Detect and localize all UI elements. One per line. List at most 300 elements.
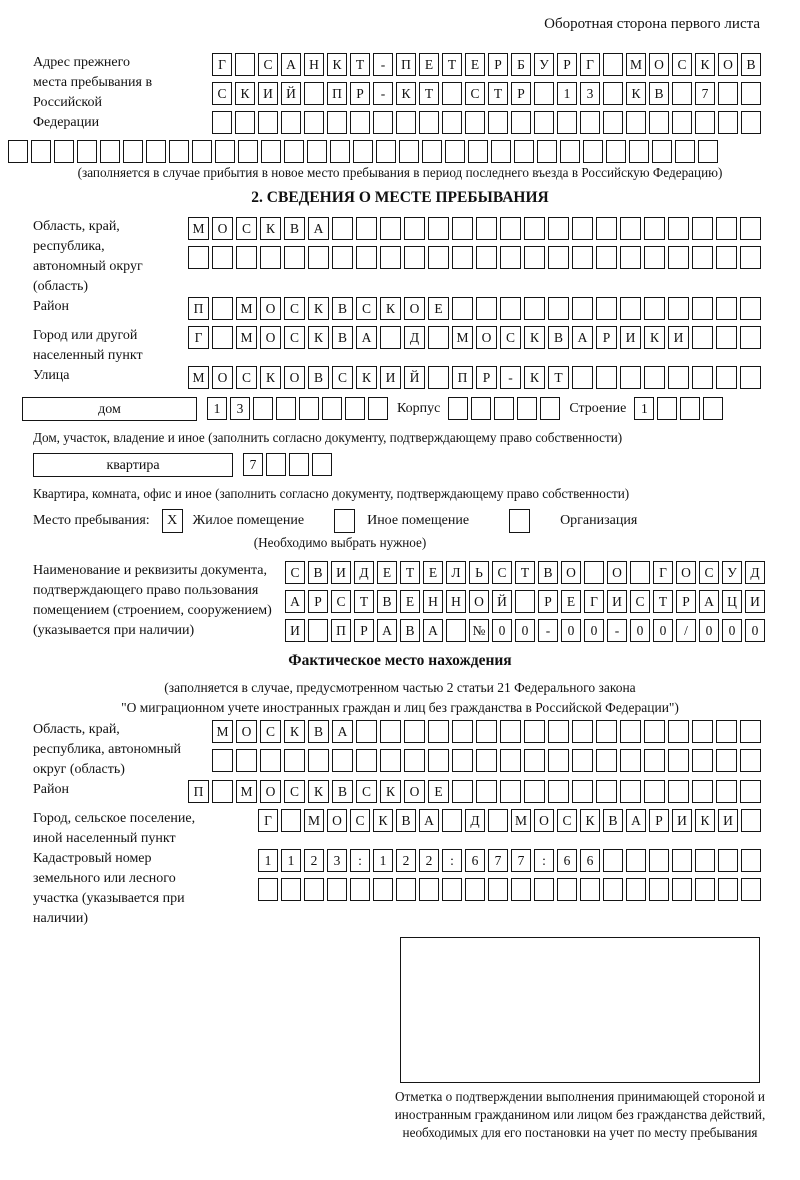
char-cell[interactable]: С [557, 809, 577, 832]
char-cell[interactable]: - [538, 619, 558, 642]
char-cell[interactable] [716, 297, 737, 320]
char-cell[interactable] [258, 111, 278, 134]
char-cell[interactable]: Т [400, 561, 420, 584]
char-cell[interactable] [511, 111, 531, 134]
char-cell[interactable]: М [188, 217, 209, 240]
char-cell[interactable] [373, 111, 393, 134]
char-cell[interactable]: Д [354, 561, 374, 584]
char-cell[interactable] [404, 246, 425, 269]
char-cell[interactable]: Н [423, 590, 443, 613]
char-cell[interactable]: 0 [515, 619, 535, 642]
char-cell[interactable]: О [469, 590, 489, 613]
char-cell[interactable]: С [260, 720, 281, 743]
char-cell[interactable]: Ь [469, 561, 489, 584]
char-cell[interactable]: О [534, 809, 554, 832]
char-cell[interactable]: Р [649, 809, 669, 832]
char-cell[interactable]: К [327, 53, 347, 76]
char-cell[interactable] [350, 878, 370, 901]
char-cell[interactable]: В [396, 809, 416, 832]
char-cell[interactable]: А [423, 619, 443, 642]
char-cell[interactable]: О [676, 561, 696, 584]
char-cell[interactable] [308, 749, 329, 772]
char-cell[interactable]: И [607, 590, 627, 613]
char-cell[interactable]: К [260, 366, 281, 389]
char-cell[interactable] [740, 780, 761, 803]
char-cell[interactable] [668, 246, 689, 269]
char-cell[interactable] [668, 366, 689, 389]
char-cell[interactable] [368, 397, 388, 420]
char-cell[interactable]: Р [308, 590, 328, 613]
char-cell[interactable]: Т [350, 53, 370, 76]
char-cell[interactable]: М [511, 809, 531, 832]
char-cell[interactable]: С [212, 82, 232, 105]
char-cell[interactable] [500, 246, 521, 269]
char-cell[interactable] [428, 246, 449, 269]
char-cell[interactable] [716, 326, 737, 349]
char-cell[interactable] [123, 140, 143, 163]
char-cell[interactable]: М [236, 297, 257, 320]
char-cell[interactable]: А [419, 809, 439, 832]
char-cell[interactable]: Е [419, 53, 439, 76]
char-cell[interactable]: В [308, 366, 329, 389]
char-cell[interactable]: А [377, 619, 397, 642]
char-cell[interactable] [560, 140, 580, 163]
char-cell[interactable] [548, 217, 569, 240]
char-cell[interactable]: И [258, 82, 278, 105]
char-cell[interactable]: М [212, 720, 233, 743]
char-cell[interactable]: 2 [419, 849, 439, 872]
char-cell[interactable] [596, 366, 617, 389]
char-cell[interactable] [491, 140, 511, 163]
char-cell[interactable]: С [356, 297, 377, 320]
char-cell[interactable] [422, 140, 442, 163]
char-cell[interactable] [644, 217, 665, 240]
char-cell[interactable]: М [626, 53, 646, 76]
char-cell[interactable] [304, 111, 324, 134]
char-cell[interactable] [332, 749, 353, 772]
char-cell[interactable] [452, 720, 473, 743]
char-cell[interactable] [524, 297, 545, 320]
char-cell[interactable]: О [212, 217, 233, 240]
char-cell[interactable] [630, 561, 650, 584]
char-cell[interactable] [741, 878, 761, 901]
char-cell[interactable] [534, 878, 554, 901]
char-cell[interactable]: 3 [327, 849, 347, 872]
char-cell[interactable]: 3 [230, 397, 250, 420]
char-cell[interactable]: К [373, 809, 393, 832]
char-cell[interactable]: Й [492, 590, 512, 613]
char-cell[interactable] [476, 749, 497, 772]
char-cell[interactable] [442, 809, 462, 832]
char-cell[interactable]: Г [584, 590, 604, 613]
char-cell[interactable]: - [500, 366, 521, 389]
char-cell[interactable] [740, 297, 761, 320]
char-cell[interactable] [146, 140, 166, 163]
char-cell[interactable] [740, 246, 761, 269]
char-cell[interactable]: 0 [561, 619, 581, 642]
char-cell[interactable] [452, 780, 473, 803]
char-cell[interactable] [668, 217, 689, 240]
char-cell[interactable] [284, 749, 305, 772]
char-cell[interactable]: В [538, 561, 558, 584]
char-cell[interactable]: К [308, 780, 329, 803]
char-cell[interactable] [603, 849, 623, 872]
char-cell[interactable] [675, 140, 695, 163]
char-cell[interactable] [500, 217, 521, 240]
char-cell[interactable] [668, 720, 689, 743]
char-cell[interactable] [580, 111, 600, 134]
char-cell[interactable]: П [327, 82, 347, 105]
char-cell[interactable] [281, 111, 301, 134]
char-cell[interactable]: 6 [580, 849, 600, 872]
char-cell[interactable] [284, 246, 305, 269]
char-cell[interactable]: Т [548, 366, 569, 389]
char-cell[interactable]: Г [258, 809, 278, 832]
char-cell[interactable] [322, 397, 342, 420]
char-cell[interactable]: К [626, 82, 646, 105]
char-cell[interactable] [299, 397, 319, 420]
char-cell[interactable] [692, 749, 713, 772]
char-cell[interactable] [716, 720, 737, 743]
char-cell[interactable]: М [452, 326, 473, 349]
char-cell[interactable] [652, 140, 672, 163]
char-cell[interactable] [471, 397, 491, 420]
char-cell[interactable] [373, 878, 393, 901]
char-cell[interactable]: С [492, 561, 512, 584]
char-cell[interactable]: Е [428, 780, 449, 803]
char-cell[interactable]: : [442, 849, 462, 872]
char-cell[interactable] [557, 878, 577, 901]
char-cell[interactable] [376, 140, 396, 163]
char-cell[interactable] [680, 397, 700, 420]
char-cell[interactable] [644, 297, 665, 320]
char-cell[interactable] [548, 297, 569, 320]
char-cell[interactable]: О [327, 809, 347, 832]
char-cell[interactable]: - [373, 82, 393, 105]
char-cell[interactable]: А [572, 326, 593, 349]
char-cell[interactable] [596, 780, 617, 803]
char-cell[interactable] [596, 246, 617, 269]
char-cell[interactable] [644, 780, 665, 803]
char-cell[interactable]: О [212, 366, 233, 389]
char-cell[interactable] [668, 749, 689, 772]
char-cell[interactable] [524, 217, 545, 240]
char-cell[interactable] [644, 720, 665, 743]
char-cell[interactable] [281, 878, 301, 901]
char-cell[interactable]: К [308, 326, 329, 349]
char-cell[interactable]: Р [511, 82, 531, 105]
char-cell[interactable] [548, 749, 569, 772]
char-cell[interactable] [668, 780, 689, 803]
char-cell[interactable] [629, 140, 649, 163]
char-cell[interactable] [212, 780, 233, 803]
char-cell[interactable] [718, 849, 738, 872]
char-cell[interactable]: О [260, 326, 281, 349]
char-cell[interactable] [465, 878, 485, 901]
char-cell[interactable]: Д [404, 326, 425, 349]
char-cell[interactable] [584, 561, 604, 584]
char-cell[interactable] [192, 140, 212, 163]
char-cell[interactable]: К [380, 780, 401, 803]
char-cell[interactable] [580, 878, 600, 901]
char-cell[interactable]: Р [350, 82, 370, 105]
char-cell[interactable]: С [258, 53, 278, 76]
char-cell[interactable]: У [722, 561, 742, 584]
char-cell[interactable] [445, 140, 465, 163]
char-cell[interactable]: Г [580, 53, 600, 76]
char-cell[interactable]: Й [281, 82, 301, 105]
char-cell[interactable] [452, 749, 473, 772]
char-cell[interactable]: 2 [396, 849, 416, 872]
char-cell[interactable] [603, 53, 623, 76]
char-cell[interactable]: О [476, 326, 497, 349]
char-cell[interactable] [452, 297, 473, 320]
char-cell[interactable]: К [235, 82, 255, 105]
char-cell[interactable] [672, 111, 692, 134]
char-cell[interactable]: М [188, 366, 209, 389]
char-cell[interactable] [572, 297, 593, 320]
char-cell[interactable] [332, 246, 353, 269]
char-cell[interactable]: Ц [722, 590, 742, 613]
char-cell[interactable] [452, 217, 473, 240]
char-cell[interactable] [465, 111, 485, 134]
char-cell[interactable] [428, 366, 449, 389]
char-cell[interactable]: Р [354, 619, 374, 642]
char-cell[interactable] [515, 590, 535, 613]
char-cell[interactable] [500, 297, 521, 320]
char-cell[interactable]: И [380, 366, 401, 389]
char-cell[interactable]: Е [465, 53, 485, 76]
char-cell[interactable]: К [524, 366, 545, 389]
char-cell[interactable] [353, 140, 373, 163]
char-cell[interactable]: А [332, 720, 353, 743]
char-cell[interactable]: Р [538, 590, 558, 613]
char-cell[interactable] [572, 246, 593, 269]
char-cell[interactable]: В [377, 590, 397, 613]
char-cell[interactable] [212, 749, 233, 772]
char-cell[interactable] [276, 397, 296, 420]
char-cell[interactable]: А [356, 326, 377, 349]
char-cell[interactable] [488, 809, 508, 832]
char-cell[interactable] [606, 140, 626, 163]
char-cell[interactable]: 7 [488, 849, 508, 872]
char-cell[interactable]: 6 [557, 849, 577, 872]
char-cell[interactable]: П [188, 297, 209, 320]
char-cell[interactable] [692, 297, 713, 320]
char-cell[interactable]: К [356, 366, 377, 389]
char-cell[interactable]: М [304, 809, 324, 832]
char-cell[interactable] [442, 878, 462, 901]
char-cell[interactable] [572, 217, 593, 240]
char-cell[interactable] [692, 217, 713, 240]
char-cell[interactable]: 6 [465, 849, 485, 872]
char-cell[interactable]: С [284, 297, 305, 320]
char-cell[interactable] [716, 749, 737, 772]
char-cell[interactable]: О [260, 780, 281, 803]
char-cell[interactable] [716, 780, 737, 803]
char-cell[interactable] [428, 326, 449, 349]
char-cell[interactable]: Д [745, 561, 765, 584]
char-cell[interactable]: П [188, 780, 209, 803]
char-cell[interactable]: С [284, 326, 305, 349]
char-cell[interactable] [718, 878, 738, 901]
char-cell[interactable] [380, 246, 401, 269]
char-cell[interactable] [572, 720, 593, 743]
char-cell[interactable]: О [404, 780, 425, 803]
char-cell[interactable] [500, 749, 521, 772]
char-cell[interactable] [620, 720, 641, 743]
char-cell[interactable]: 7 [511, 849, 531, 872]
char-cell[interactable]: В [332, 326, 353, 349]
char-cell[interactable]: В [308, 561, 328, 584]
char-cell[interactable]: С [284, 780, 305, 803]
char-cell[interactable]: Т [653, 590, 673, 613]
char-cell[interactable] [626, 111, 646, 134]
char-cell[interactable]: В [332, 297, 353, 320]
char-cell[interactable] [476, 297, 497, 320]
char-cell[interactable]: И [718, 809, 738, 832]
char-cell[interactable] [488, 878, 508, 901]
char-cell[interactable]: С [500, 326, 521, 349]
char-cell[interactable] [350, 111, 370, 134]
char-cell[interactable]: К [284, 720, 305, 743]
char-cell[interactable]: А [626, 809, 646, 832]
char-cell[interactable] [419, 878, 439, 901]
char-cell[interactable] [54, 140, 74, 163]
char-cell[interactable]: Н [446, 590, 466, 613]
char-cell[interactable]: К [260, 217, 281, 240]
char-cell[interactable] [644, 749, 665, 772]
char-cell[interactable] [488, 111, 508, 134]
char-cell[interactable]: И [672, 809, 692, 832]
char-cell[interactable] [548, 780, 569, 803]
char-cell[interactable] [428, 217, 449, 240]
char-cell[interactable]: Т [515, 561, 535, 584]
char-cell[interactable] [741, 809, 761, 832]
char-cell[interactable]: Т [354, 590, 374, 613]
char-cell[interactable]: К [580, 809, 600, 832]
char-cell[interactable] [396, 878, 416, 901]
char-cell[interactable]: К [308, 297, 329, 320]
char-cell[interactable] [404, 749, 425, 772]
char-cell[interactable]: Р [557, 53, 577, 76]
char-cell[interactable] [100, 140, 120, 163]
char-cell[interactable]: О [607, 561, 627, 584]
char-cell[interactable]: 0 [492, 619, 512, 642]
char-cell[interactable]: У [534, 53, 554, 76]
char-cell[interactable] [692, 246, 713, 269]
char-cell[interactable] [327, 111, 347, 134]
char-cell[interactable]: О [236, 720, 257, 743]
char-cell[interactable] [620, 749, 641, 772]
char-cell[interactable] [716, 217, 737, 240]
char-cell[interactable] [740, 749, 761, 772]
char-cell[interactable]: К [695, 53, 715, 76]
char-cell[interactable] [212, 326, 233, 349]
char-cell[interactable] [345, 397, 365, 420]
char-cell[interactable] [428, 749, 449, 772]
char-cell[interactable]: В [332, 780, 353, 803]
char-cell[interactable]: С [350, 809, 370, 832]
char-cell[interactable] [716, 246, 737, 269]
char-cell[interactable] [404, 720, 425, 743]
char-cell[interactable]: И [668, 326, 689, 349]
char-cell[interactable]: Т [488, 82, 508, 105]
char-cell[interactable] [620, 246, 641, 269]
char-cell[interactable] [31, 140, 51, 163]
char-cell[interactable]: К [695, 809, 715, 832]
char-cell[interactable] [524, 246, 545, 269]
char-cell[interactable] [308, 619, 328, 642]
char-cell[interactable] [236, 749, 257, 772]
char-cell[interactable]: О [718, 53, 738, 76]
char-cell[interactable]: С [672, 53, 692, 76]
char-cell[interactable] [188, 246, 209, 269]
char-cell[interactable]: О [260, 297, 281, 320]
char-cell[interactable] [672, 878, 692, 901]
char-cell[interactable]: К [380, 297, 401, 320]
char-cell[interactable]: Г [653, 561, 673, 584]
char-cell[interactable]: В [400, 619, 420, 642]
char-cell[interactable]: А [699, 590, 719, 613]
char-cell[interactable]: 0 [630, 619, 650, 642]
char-cell[interactable] [524, 780, 545, 803]
char-cell[interactable] [644, 246, 665, 269]
char-cell[interactable] [620, 297, 641, 320]
char-cell[interactable]: 1 [634, 397, 654, 420]
char-cell[interactable]: 0 [653, 619, 673, 642]
char-cell[interactable] [695, 849, 715, 872]
char-cell[interactable]: № [469, 619, 489, 642]
char-cell[interactable] [356, 217, 377, 240]
char-cell[interactable] [620, 217, 641, 240]
char-cell[interactable] [524, 720, 545, 743]
char-cell[interactable] [596, 720, 617, 743]
char-cell[interactable] [169, 140, 189, 163]
char-cell[interactable]: В [649, 82, 669, 105]
char-cell[interactable] [258, 878, 278, 901]
char-cell[interactable] [649, 849, 669, 872]
char-cell[interactable] [672, 849, 692, 872]
char-cell[interactable] [330, 140, 350, 163]
char-cell[interactable]: 0 [699, 619, 719, 642]
char-cell[interactable]: Р [596, 326, 617, 349]
char-cell[interactable]: И [745, 590, 765, 613]
char-cell[interactable] [741, 849, 761, 872]
char-cell[interactable] [399, 140, 419, 163]
char-cell[interactable] [603, 111, 623, 134]
char-cell[interactable] [327, 878, 347, 901]
char-cell[interactable] [644, 366, 665, 389]
char-cell[interactable] [703, 397, 723, 420]
char-cell[interactable]: Р [488, 53, 508, 76]
char-cell[interactable] [380, 217, 401, 240]
char-cell[interactable]: 1 [557, 82, 577, 105]
char-cell[interactable]: С [285, 561, 305, 584]
checkbox-organization[interactable] [509, 509, 530, 533]
char-cell[interactable] [534, 111, 554, 134]
char-cell[interactable] [740, 720, 761, 743]
char-cell[interactable] [626, 849, 646, 872]
char-cell[interactable] [284, 140, 304, 163]
char-cell[interactable] [212, 246, 233, 269]
char-cell[interactable] [740, 366, 761, 389]
char-cell[interactable] [448, 397, 468, 420]
char-cell[interactable]: Е [428, 297, 449, 320]
char-cell[interactable]: В [603, 809, 623, 832]
char-cell[interactable]: А [308, 217, 329, 240]
char-cell[interactable] [548, 246, 569, 269]
